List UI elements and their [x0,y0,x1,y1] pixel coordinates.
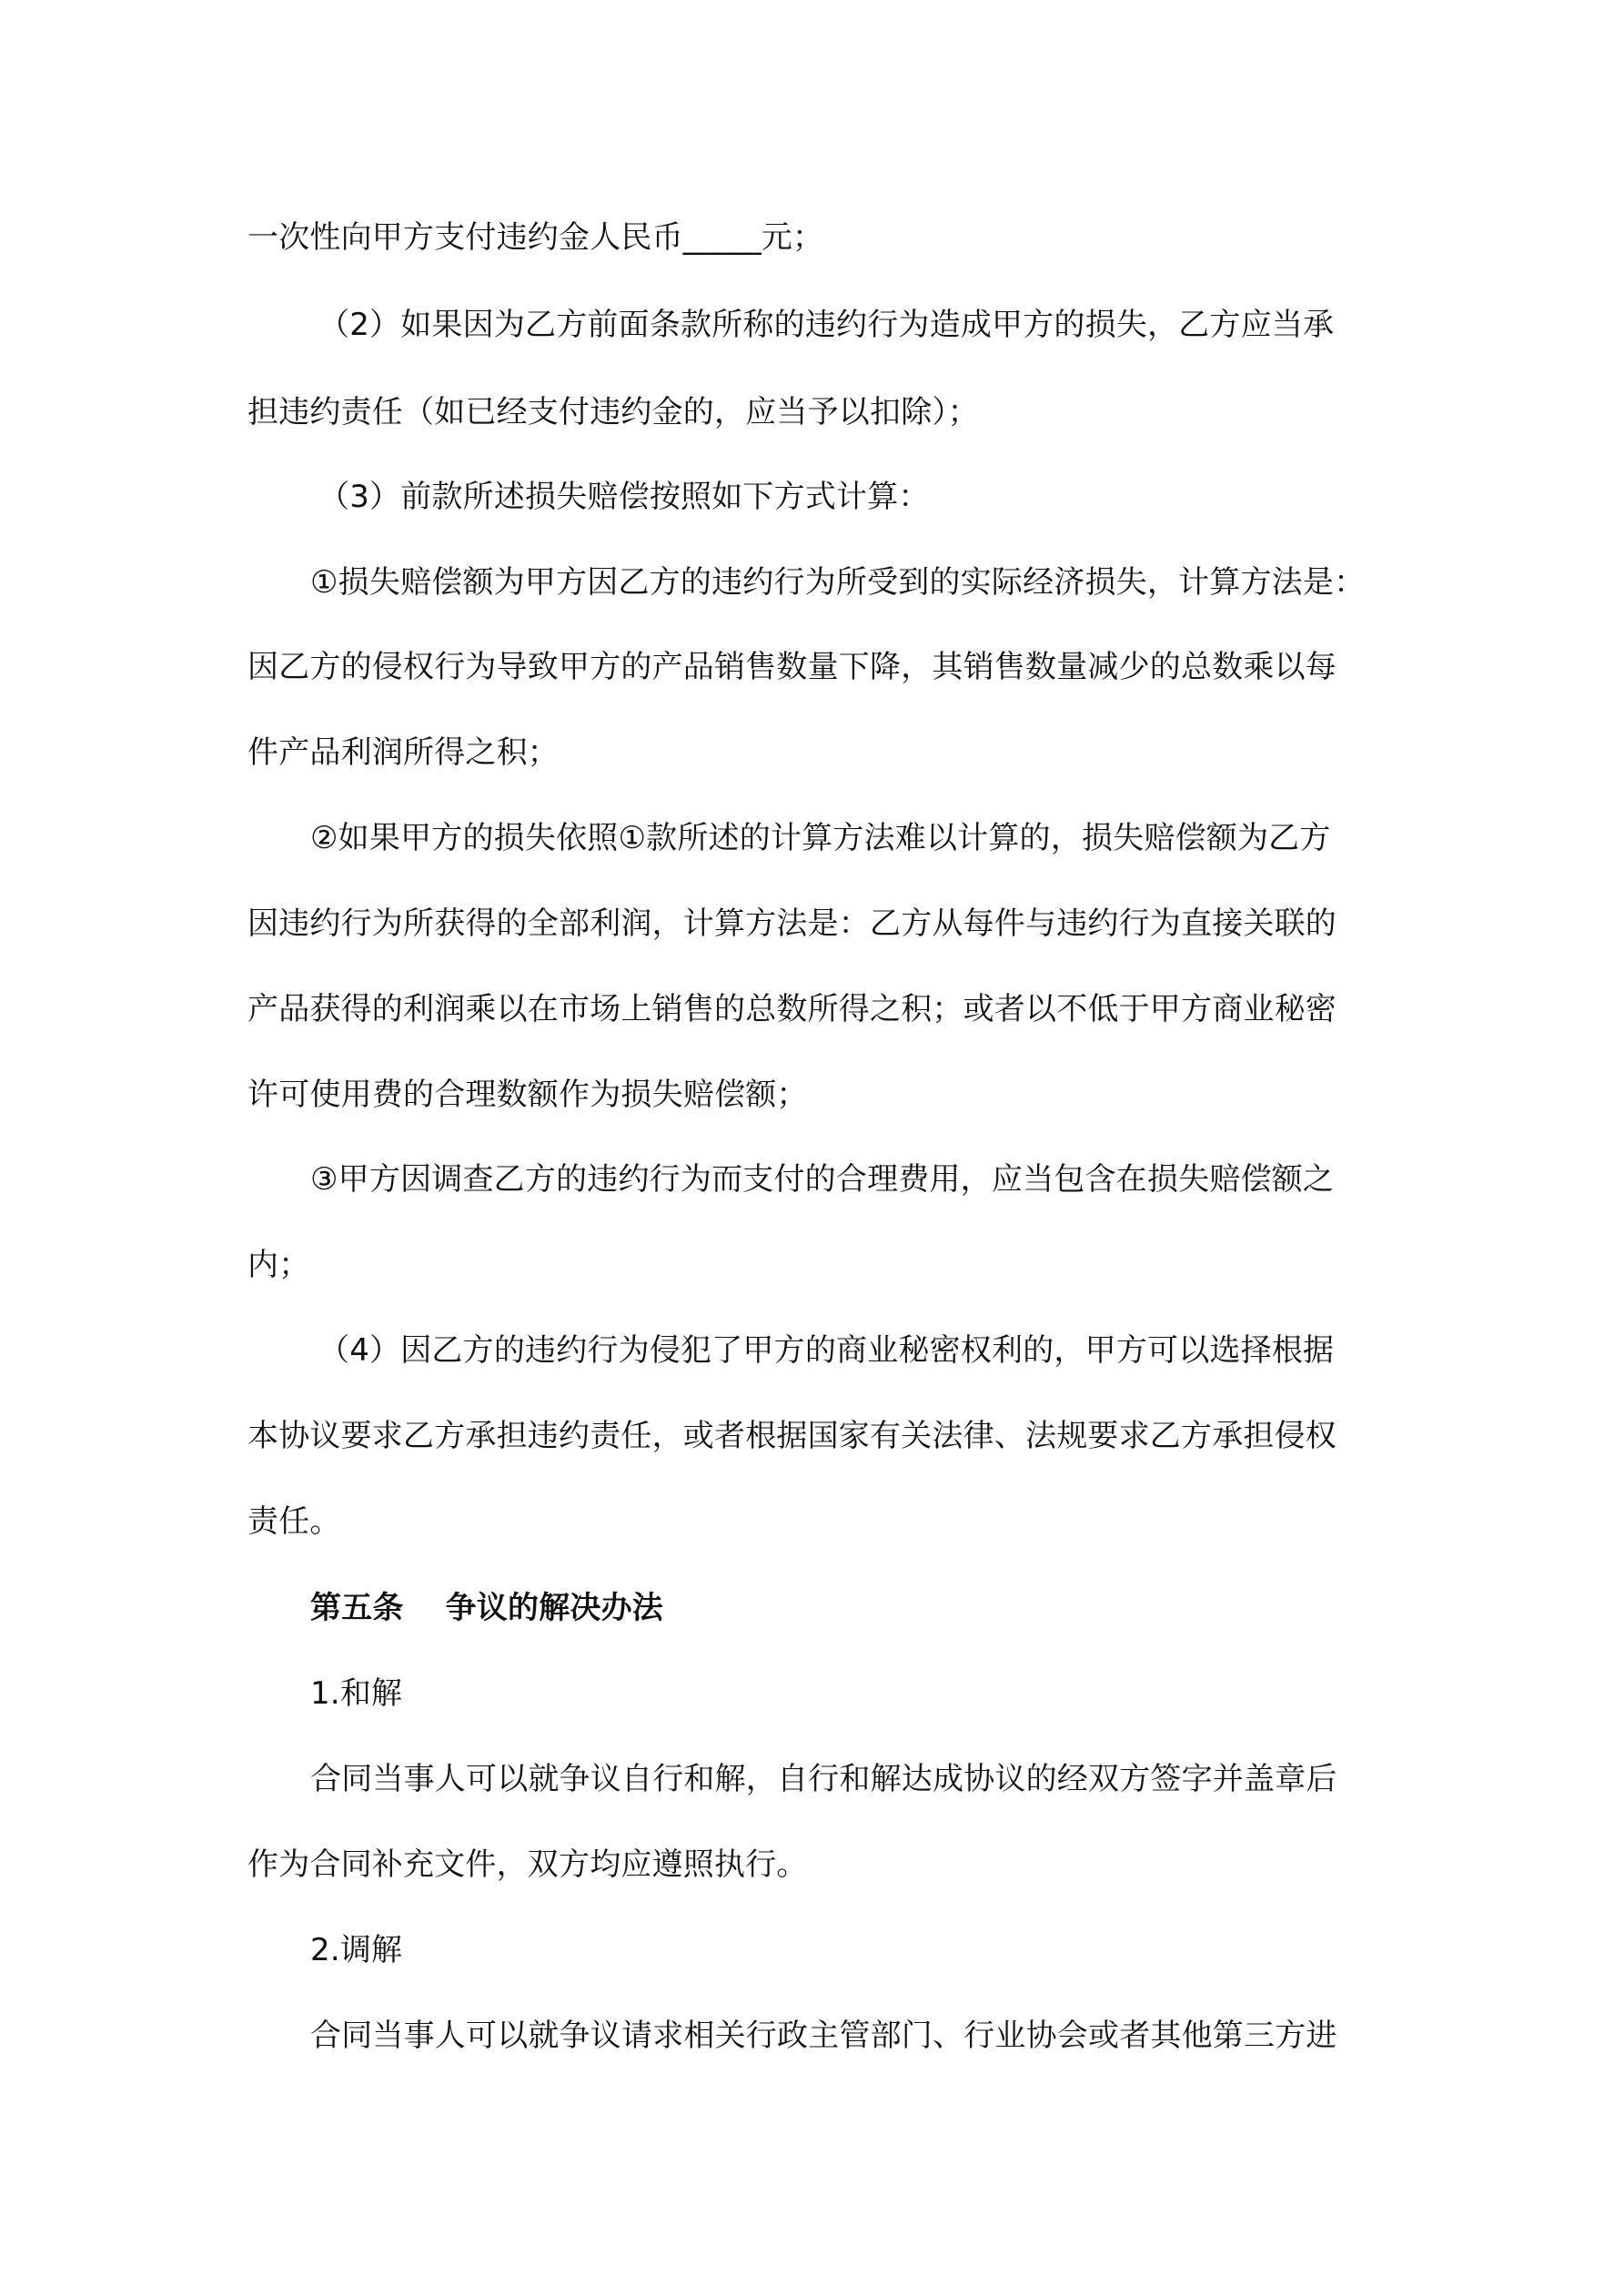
paragraph-line: ①损失赔偿额为甲方因乙方的违约行为所受到的实际经济损失，计算方法是： [310,564,1366,601]
section-heading: 1.和解 [310,1675,403,1712]
article-heading [310,1587,1457,1629]
paragraph-line: 责任。 [247,1503,341,1540]
article-number: 第五条 [310,1590,404,1626]
paragraph-line: ②如果甲方的损失依照①款所述的计算方法难以计算的，损失赔偿额为乙方 [310,820,1331,856]
paragraph-line: （2）如果因为乙方前面条款所称的违约行为造成甲方的损失，乙方应当承 [318,307,1335,343]
paragraph-line: 作为合同补充文件，双方均应遵照执行。 [247,1846,808,1883]
paragraph-line: （3）前款所述损失赔偿按照如下方式计算： [318,479,930,515]
paragraph-line: ③甲方因调查乙方的违约行为而支付的合理费用，应当包含在损失赔偿额之 [310,1161,1335,1198]
paragraph-line: 内； [247,1247,310,1283]
paragraph-line: （4）因乙方的违约行为侵犯了甲方的商业秘密权利的，甲方可以选择根据 [318,1332,1335,1369]
paragraph-line: 因乙方的侵权行为导致甲方的产品销售数量下降，其销售数量减少的总数乘以每 [247,649,1337,685]
paragraph-line: 产品获得的利润乘以在市场上销售的总数所得之积；或者以不低于甲方商业秘密 [247,991,1337,1027]
paragraph-line: 合同当事人可以就争议请求相关行政主管部门、行业协会或者其他第三方进 [310,2018,1337,2054]
article-title: 争议的解决办法 [445,1590,664,1626]
paragraph-line: 担违约责任（如已经支付违约金的，应当予以扣除）； [247,394,979,430]
paragraph-line: 因违约行为所获得的全部利润，计算方法是：乙方从每件与违约行为直接关联的 [247,905,1337,942]
paragraph-line: 一次性向甲方支付违约金人民币_____元； [247,219,824,256]
paragraph-line: 合同当事人可以就争议自行和解，自行和解达成协议的经双方签字并盖章后 [310,1761,1337,1797]
paragraph-line: 许可使用费的合理数额作为损失赔偿额； [247,1077,808,1113]
section-heading: 2.调解 [310,1932,403,1968]
paragraph-line: 本协议要求乙方承担违约责任，或者根据国家有关法律、法规要求乙方承担侵权 [247,1418,1337,1454]
paragraph-line: 件产品利润所得之积； [247,734,559,771]
